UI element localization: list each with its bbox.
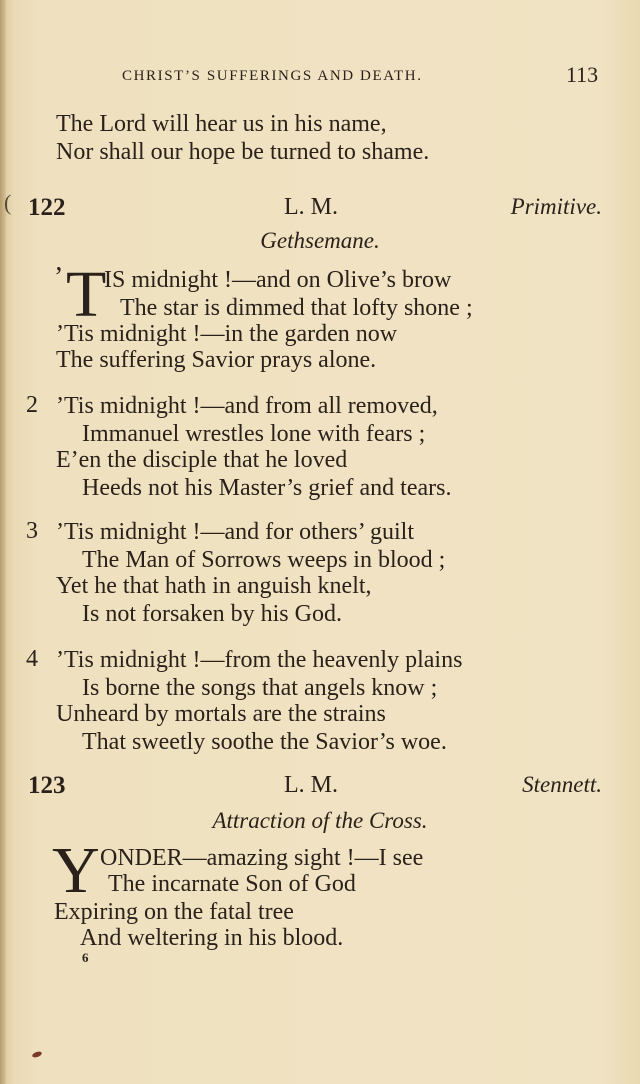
hymn-123-line-2: The incarnate Son of God (108, 871, 356, 897)
hymn-122-heading (0, 194, 640, 224)
margin-bracket-mark: ( (4, 190, 12, 215)
stanza-number: 4 (26, 646, 38, 672)
opening-apostrophe: ’ (54, 262, 64, 293)
stanza-4-line-2: Is borne the songs that angels know ; (82, 675, 438, 701)
running-header (0, 62, 640, 92)
hymn-meter: L. M. (284, 772, 338, 798)
hymn-123-heading (0, 772, 640, 802)
page-spine-edge (0, 0, 6, 1084)
stanza-2-line-3: E’en the disciple that he loved (56, 447, 348, 473)
stanza-3-line-4: Is not forsaken by his God. (82, 601, 342, 627)
hymn-122-line-1: IS midnight !—and on Olive’s brow (104, 267, 452, 293)
stanza-3-line-3: Yet he that hath in anguish knelt, (56, 573, 372, 599)
stanza-4-line-4: That sweetly soothe the Savior’s woe. (82, 729, 447, 755)
drop-cap-letter: Y (52, 834, 100, 907)
hymn-author: Primitive. (510, 194, 602, 219)
page-number: 113 (566, 62, 599, 87)
hymn-122-line-4: The suffering Savior prays alone. (56, 347, 377, 373)
hymn-meter: L. M. (284, 194, 338, 220)
stanza-number: 3 (26, 518, 38, 544)
stanza-2-line-2: Immanuel wrestles lone with fears ; (82, 421, 426, 447)
running-title: CHRIST’S SUFFERINGS AND DEATH. (122, 68, 423, 84)
hymn-number: 122 (28, 194, 66, 221)
stanza-2-line-1: ’Tis midnight !—and from all removed, (56, 393, 438, 419)
hymn-123-tune-name: Attraction of the Cross. (212, 808, 428, 833)
hymn-122-line-2: The star is dimmed that lofty shone ; (120, 295, 473, 321)
carryover-line-2: Nor shall our hope be turned to shame. (56, 139, 430, 165)
hymn-123-line-3: Expiring on the fatal tree (54, 899, 294, 925)
hymn-123-line-4: And weltering in his blood. (80, 925, 344, 951)
stanza-4-line-3: Unheard by mortals are the strains (56, 701, 386, 727)
ink-blot (31, 1050, 42, 1058)
drop-cap-letter: T (66, 258, 107, 331)
stanza-2-line-4: Heeds not his Master’s grief and tears. (82, 475, 452, 501)
stanza-4-line-1: ’Tis midnight !—from the heavenly plains (56, 647, 463, 673)
stanza-number: 2 (26, 392, 38, 418)
signature-mark: 6 (82, 950, 89, 965)
hymn-123-line-1: ONDER—amazing sight !—I see (100, 845, 424, 871)
hymn-122-line-3: ’Tis midnight !—in the garden now (56, 321, 398, 347)
hymn-number: 123 (28, 772, 66, 799)
stanza-3-line-2: The Man of Sorrows weeps in blood ; (82, 547, 446, 573)
hymn-author: Stennett. (522, 772, 602, 797)
hymn-122-tune-name: Gethsemane. (260, 228, 380, 253)
carryover-line-1: The Lord will hear us in his name, (56, 111, 387, 137)
stanza-3-line-1: ’Tis midnight !—and for others’ guilt (56, 519, 414, 545)
